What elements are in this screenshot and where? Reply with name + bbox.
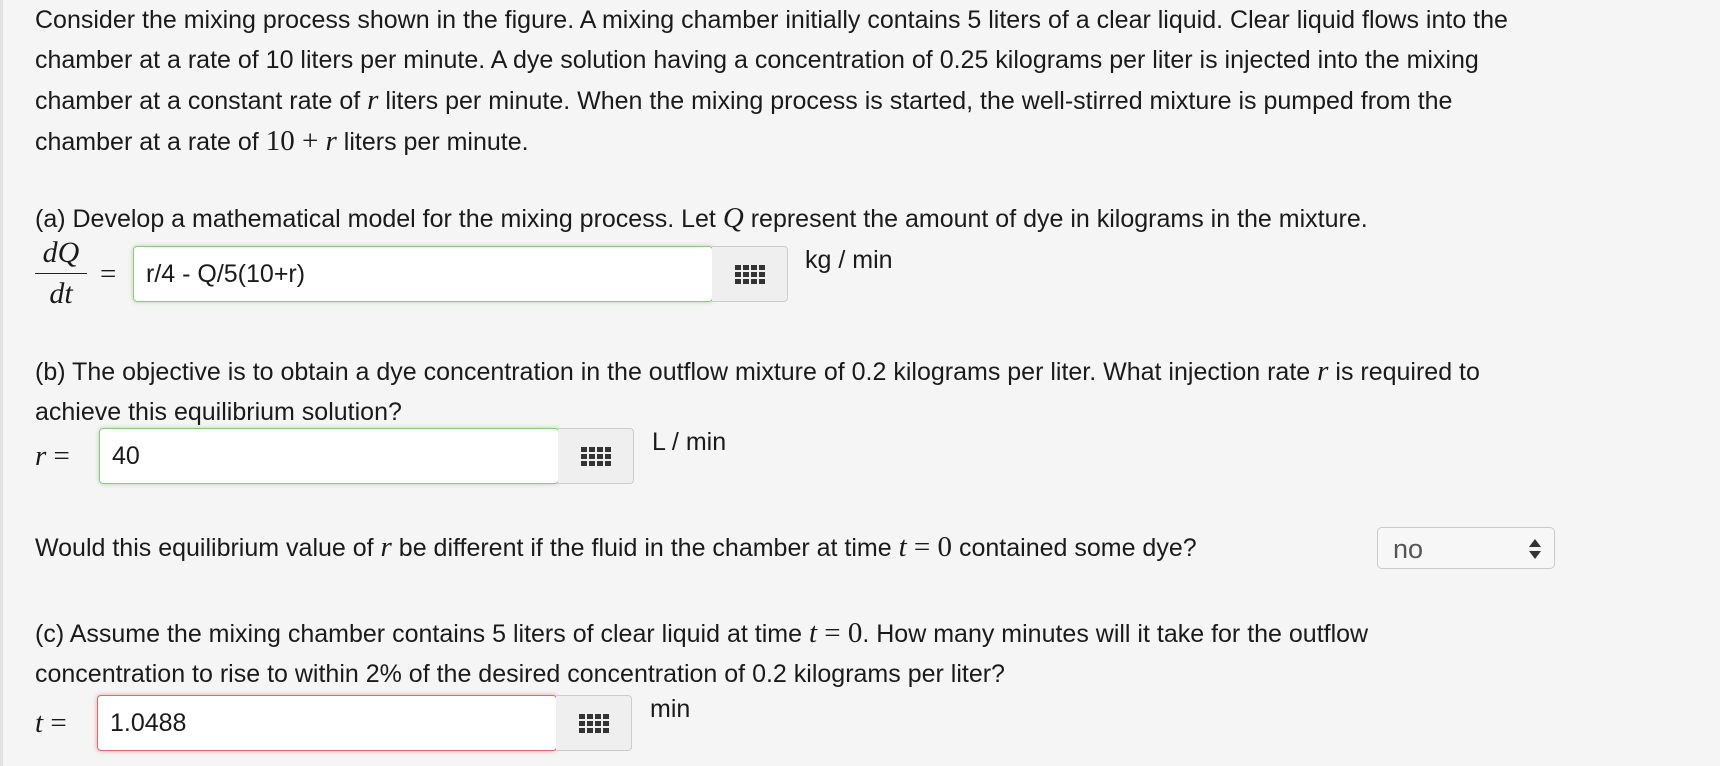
left-rule [0,0,3,766]
dye-question-text: Would this equilibrium value of r be different if the fluid in the chamber at time t = 0 contained some dye? [35,531,1197,563]
intro-paragraph [35,0,1508,162]
fraction-denominator: dt [49,277,73,310]
part-c-prompt: (c) Assume the mixing chamber contains 5 liters of clear liquid at time t = 0. How many minutes will it take for the outflow concentration to rise to within 2% of the desired concentration of 0.2 kilograms per liter? [35,617,1369,688]
dq-dt-fraction [31,236,91,311]
grid-icon [735,265,765,284]
intro-line-2: chamber at a rate of 10 liters per minute. A dye solution having a concentration of 0.25 kilograms per liter is injected into the mixing [35,46,1479,74]
part-c-answer-input[interactable] [98,696,548,750]
part-c-answer-row [35,695,835,755]
part-a-prompt: (a) Develop a mathematical model for the mixing process. Let Q represent the amount of dye in kilograms in the mixture. [35,202,1368,234]
part-c-answer-box [97,695,557,751]
fraction-numerator: dQ [42,236,80,269]
part-a-answer-row [35,236,935,310]
select-value: no [1393,534,1424,564]
part-c-equation-editor-button[interactable] [556,695,632,751]
t-equals-label: t = [35,707,67,739]
part-a-equation-editor-button[interactable] [712,246,788,302]
part-b-prompt: (b) The objective is to obtain a dye concentration in the outflow mixture of 0.2 kilograms per liter. What injection rate r is required to achieve this equilibrium solution? [35,355,1480,426]
grid-icon [581,447,611,466]
part-b-answer-row [35,428,835,488]
updown-arrows-icon [1528,537,1542,561]
intro-line-1: Consider the mixing process shown in the figure. A mixing chamber initially contains 5 liters of a clear liquid. Clear liquid flows into the [35,6,1508,34]
part-b-equation-editor-button[interactable] [558,428,634,484]
part-a-unit: kg / min [805,246,893,274]
fraction-bar [35,273,87,274]
dye-question-row [35,527,1715,575]
dye-answer-select[interactable] [1377,527,1555,569]
part-a-answer-input[interactable] [134,247,704,301]
r-equals-label: r = [35,440,70,472]
part-b-answer-input[interactable] [100,429,550,483]
intro-line-4: chamber at a rate of 10 + r liters per minute. [35,125,529,157]
part-b-answer-box [99,428,559,484]
equals-sign: = [100,258,117,290]
part-c-unit: min [650,695,691,723]
part-a-answer-box [133,246,713,302]
part-b-unit: L / min [652,428,727,456]
intro-line-3: chamber at a constant rate of r liters per minute. When the mixing process is started, the well-stirred mixture is pumped from the [35,84,1453,116]
grid-icon [579,714,609,733]
